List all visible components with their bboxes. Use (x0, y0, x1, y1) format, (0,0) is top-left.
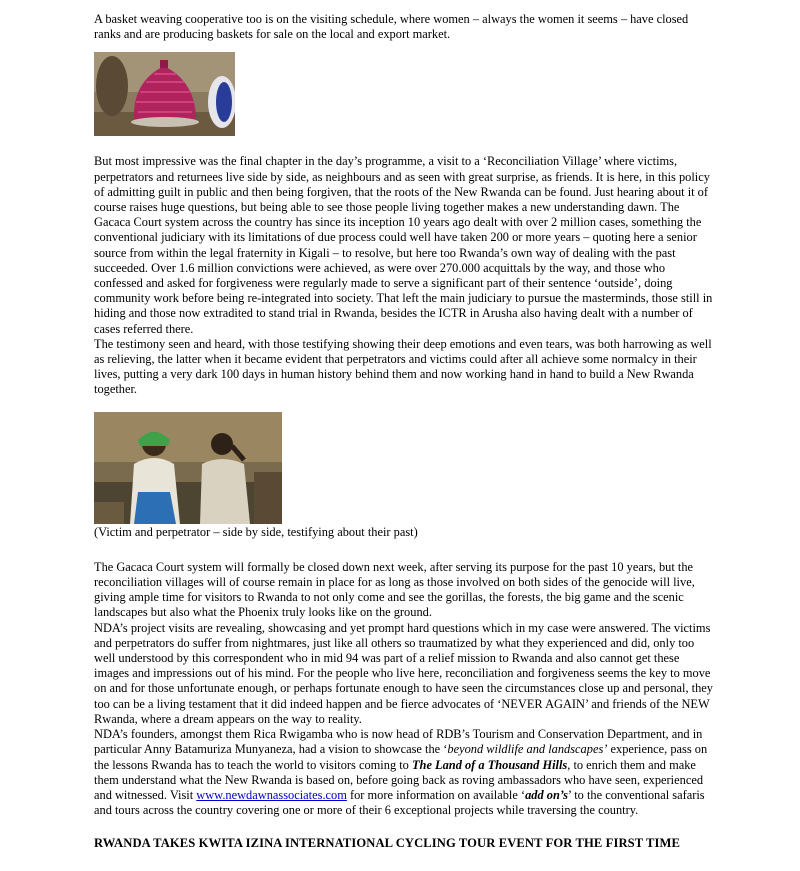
reconciliation-paragraph-2: The testimony seen and heard, with those testifying showing their deep emotions and even tears, was both harrowing as well as relieving, the latter when it became evident that perpetrators and victims could after all achieve some normalcy in their lives, putting a very dark 100 days in human history behind them and now working hand in hand to build a New Rwanda together. (94, 336, 712, 397)
intro-paragraph: A basket weaving cooperative too is on the visiting schedule, where women – always the women it seems – have closed ranks and are producing baskets for sale on the local and export market. (94, 12, 689, 42)
closing-paragraph-1: The Gacaca Court system will formally be closed down next week, after serving its purpose for the past 10 years, but the reconciliation villages will of course remain in place for as long as those involved on both sides of the genocide will live, giving ample time for visitors to Rwanda to not only come and see the gorillas, the forests, the big game and the scenic landscapes but also what the Phoenix truly looks like on the ground. (94, 559, 695, 620)
article-page (94, 12, 714, 852)
closing-text-a: NDA’s founders, amongst them Rica Rwigamba who is now head of RDB’s Tourism and Conservation Department, and in particular Anny Batamuriza Munyaneza, had a vision to showcase the ‘ (94, 727, 703, 757)
testimony-photo (94, 412, 282, 524)
closing-text-b: experience, pass on the lessons Rwanda has to teach the world to visitors coming to (94, 742, 708, 772)
closing-paragraph-2: NDA’s project visits are revealing, showcasing and yet prompt hard questions which in my case were answered. The victims and perpetrators do suffer from nightmares, just like all others so traumatized by what they experienced and did, only too well understood by this correspondent who in mid 94 was part of a relief mission to Rwanda and also cannot get these images and impressions out of his mind. For the people who live here, reconciliation and forgiveness seems the key to move on and for those unfortunate enough, or perhaps fortunate enough to have seen the circumstances close up and personal, they too can be a living testament that it did indeed happen and be fierce advocates of ‘NEVER AGAIN’ and friends of the NEW Rwanda, where a dream appears on the way to reality. (94, 620, 713, 726)
closing-text-c: , to enrich them and make them understand what the New Rwanda is based on, before going back as roving ambassadors who have seen, experienced and witnessed. Visit (94, 757, 704, 802)
website-link[interactable]: www.newdawnassociates.com (196, 787, 347, 802)
closing-paragraph-3 (94, 727, 714, 818)
emphasis-beyond-wildlife: beyond wildlife and landscapes’ (447, 742, 608, 757)
emphasis-land-of-hills: The Land of a Thousand Hills (411, 757, 568, 772)
closing-text-e: ’ to the conventional safaris and tours across the country covering one or more of their 6 exceptional projects while traversing the country. (94, 787, 705, 818)
closing-text-d: for more information on available ‘ (346, 787, 526, 802)
emphasis-add-ons: add on’s (525, 787, 568, 802)
photo-caption: (Victim and perpetrator – side by side, testifying about their past) (94, 524, 418, 539)
next-section-heading: RWANDA TAKES KWITA IZINA INTERNATIONAL CYCLING TOUR EVENT FOR THE FIRST TIME (94, 836, 681, 851)
basket-photo (94, 52, 235, 136)
reconciliation-paragraph-1: But most impressive was the final chapter in the day’s programme, a visit to a ‘Reconciliation Village’ where victims, perpetrators and returnees live side by side, as neighbours and as seen with great surprise, as friends. It is here, in this policy of admitting guilt in public and then being forgiven, that the roots of the New Rwanda can be found. Just hearing about it of course raises huge questions, but being able to see those people living together makes a new understanding dawn. The Gacaca Court system across the country has since its inception 10 years ago dealt with over 2 million cases, something the conventional judiciary with its limitations of due process could well have taken 200 or more years – quoting here a senior source from within the legal fraternity in Kigali – to resolve, but here too Rwanda’s own way of dealing with the past succeeded. Over 1.6 million convictions were achieved, as were over 270.000 acquittals by the way, and those who confessed and asked for forgiveness were regularly made to serve a significant part of their sentence ‘outside’, doing community work before being re-integrated into society. That left the main judiciary to pursue the masterminds, those still in hiding and those now extradited to stand trial in Rwanda, besides the ICTR in Arusha also having dealt with a number of cases referred there. (94, 154, 713, 336)
